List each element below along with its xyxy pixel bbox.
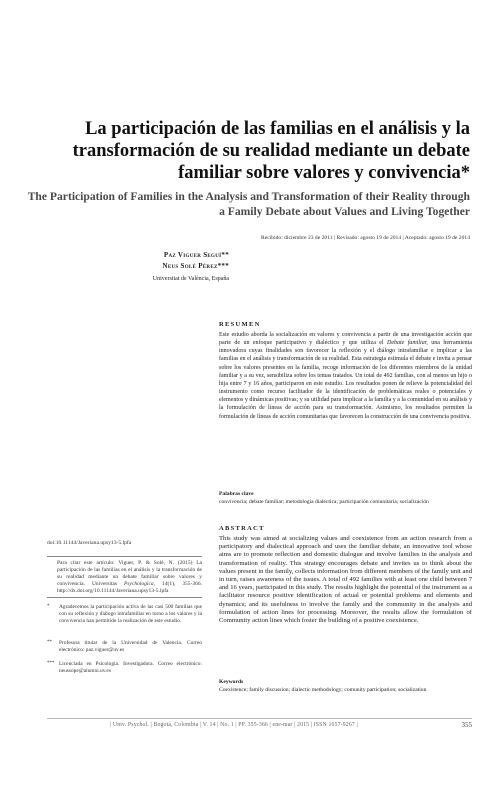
- resumen-body: [219, 331, 472, 421]
- abstract-heading: ABSTRACT: [219, 525, 265, 532]
- citation-box: [47, 556, 202, 598]
- abstract-keywords: Coexistence; family discussion; dialectic methodology; comunity participation; socialization: [219, 687, 427, 693]
- page-number: 355: [461, 721, 472, 729]
- footnote-mark: ***: [47, 661, 55, 666]
- author-1: Paz Viguer Seguí**: [163, 251, 229, 259]
- abstract-body: This study was aimed at socializing values and coexistence from an action research from a participatory and dialectical approach and uses the familiar debate, an innovative tool whose aims are to promote reflection and domestic dialogue and involve families in the analysis and transformation of reality. This strategy encourages debate and invites us to think about the values present in the family, collects information from different members of the family unit and in turn, raises awareness of the issues. A total of 492 families with at least one child between 7 and 16 years, participated in this study. The results highlight the potential of the instrument as a facilitator resource positive identification of actual or potential problems and elements and dynamics; and its usefulness to involve the family and the community in the analysis and formulation of action lines for processing. Moreover, the results allow the formulation of Community action lines which foster the building of a positive coexistence.: [219, 535, 472, 625]
- citation-part2: (1), 355-366. http://dx.doi.org/10.11144/Javeriana.upsy13-5.lpfa: [57, 581, 203, 595]
- doi-reference: doi:10.11144/Javeriana.upsy13-5.lpfa: [47, 540, 132, 546]
- article-title-spanish: La participación de las familias en el análisis y la transformación de su realidad mediante un debate familiar sobre valores y convivencia*: [72, 119, 470, 183]
- abstract-keywords-label: Keywords: [219, 679, 244, 685]
- footnote-mark: **: [47, 640, 52, 645]
- resumen-body-part2: una herramienta innovadora cuyas finalidades son favorecer la reflexión y el diálogo intrafamiliar e implicar a las familias en el análisis y transformación de su realidad. Esta estrategia estimula el debate e invita a pensar sobre los valores presentes en la familia, recoge información de los diferentes miembros de la unidad familiar y a su vez, sensibiliza sobre los temas tratados. Un total de 492 familias, con al menos un hijo o hija entre 7 y 16 años, participaron en este estudio. Los resultados ponen de relieve la potencialidad del instrumento como recurso facilitador de la identificación de problemáticas reales o potenciales y elementos y dinámicas positivas; y su utilidad para implicar a la familia y a la comunidad en su análisis y la formulación de líneas de acción para su transformación. Asimismo, los resultados permiten la formulación de líneas de acción comunitarias que favorecen la construcción de una convivencia positiva.: [219, 340, 473, 420]
- resumen-body-part1: Este estudio aborda la socialización en valores y convivencia a partir de una investigación acción que parte de un enfoque participativo y dialéctico y que utiliza el: [219, 332, 472, 347]
- resumen-body-italic: Debate familiar,: [387, 340, 428, 347]
- citation-part1: Para citar este artículo: Viguer, P. & Solé, N. (2015) La participación de las familias en el análisis y la transformación de su realidad mediante un debate familiar sobre valores y convivencia. Universitas: [57, 560, 202, 588]
- footnote-2: [47, 640, 202, 654]
- journal-footer: | Univ. Psychol. | Bogotá, Colombia | V. 14 | No. 1 | PP. 355-366 | ene-mar | 2015 | ISSN 1657-9267 |: [110, 722, 358, 728]
- footnote-mark: *: [47, 604, 50, 609]
- author-affiliation: Universitat de València, España: [152, 276, 229, 282]
- author-2: Neus Solé Pérez***: [162, 262, 229, 270]
- footnote-text: Agradecemos la participación activa de las casi 500 familias que con su reflexión y diálogo intrafamiliar en torno a los valores y la convivencia han permitido la realización de este estudio.: [59, 604, 202, 624]
- footer-rule: [47, 718, 472, 719]
- resumen-heading: RESUMEN: [219, 321, 261, 328]
- footnote-1: [47, 604, 202, 625]
- footnote-text: Profesora titular de la Universidad de Valencia. Correo electrónico: paz.viguer@uv.es: [59, 640, 202, 653]
- footnote-text: Licenciada en Psicología. Investigadora. Correo electrónico: neussope@alumni.uv.es: [59, 661, 202, 674]
- submission-dates: Recibido: diciembre 23 de 2011 | Revisado: agosto 19 de 2014 | Aceptado: agosto 19 de 2014: [261, 235, 470, 241]
- footnote-3: [47, 661, 202, 675]
- resumen-keywords-label: Palabras clave: [219, 491, 254, 497]
- article-title-english: The Participation of Families in the Analysis and Transformation of their Reality through a Family Debate about Values and Living Together: [27, 190, 470, 218]
- citation-italic: Psychologica, 14: [124, 581, 168, 588]
- resumen-keywords: convivencia; debate familiar; metodología dialéctica; participación comunitaria; socialización: [219, 499, 429, 505]
